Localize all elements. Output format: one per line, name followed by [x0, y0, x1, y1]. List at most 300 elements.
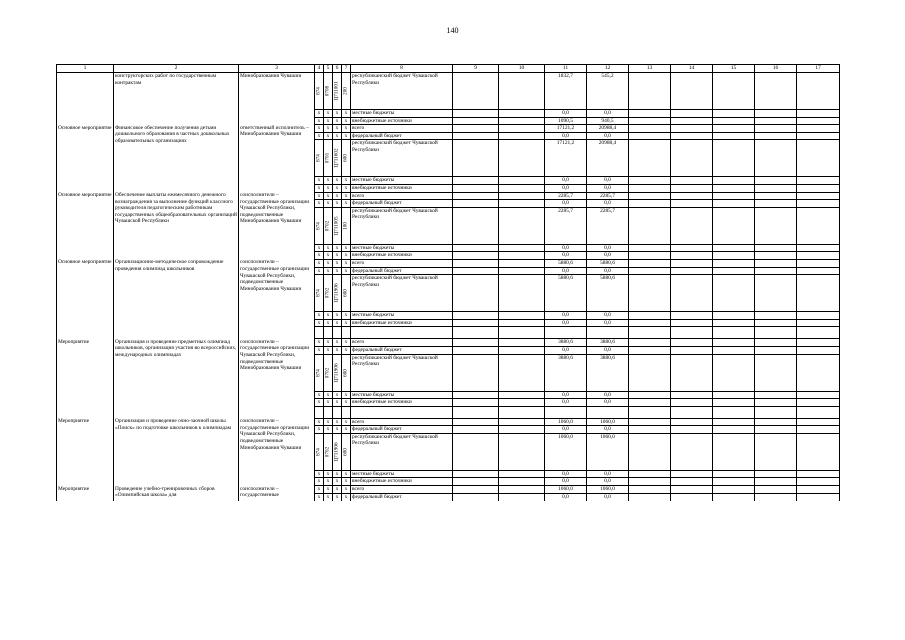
- code-mark: x: [333, 184, 342, 192]
- cell-col9: [453, 433, 499, 470]
- code-mark: x: [342, 132, 351, 140]
- value-col11: 0,0: [545, 399, 587, 407]
- code-mark: x: [333, 312, 342, 320]
- table-row: [57, 259, 840, 267]
- cell-col9: [453, 177, 499, 185]
- cell-col17: [797, 207, 840, 244]
- cell-col17: [797, 244, 840, 252]
- cell-col14: [671, 192, 713, 200]
- cell-col17: [797, 312, 840, 320]
- code-mark: x: [333, 200, 342, 208]
- code-mark: x: [333, 493, 342, 500]
- cell-col14: [671, 200, 713, 208]
- cell-col14: [671, 125, 713, 133]
- cell-col13: [629, 184, 671, 192]
- value-col12: 20988,4: [587, 140, 629, 177]
- cell-col13: [629, 73, 671, 110]
- cell-col15: [713, 117, 755, 125]
- cell-col17: [797, 192, 840, 200]
- value-col11: 0,0: [545, 132, 587, 140]
- value-col11: 1060,0: [545, 486, 587, 494]
- cell-col16: [755, 275, 797, 312]
- code-mark: x: [324, 200, 333, 208]
- table-row: [57, 339, 840, 347]
- code-mark: x: [315, 192, 324, 200]
- code-mark: x: [342, 200, 351, 208]
- budget-code: [315, 275, 324, 312]
- cell-col14: [671, 267, 713, 275]
- cell-col10: [499, 426, 545, 434]
- code-mark: x: [324, 339, 333, 347]
- cell-col13: [629, 493, 671, 500]
- value-col11: 5880,6: [545, 259, 587, 267]
- value-col11: 0,0: [545, 200, 587, 208]
- value-col12: 0,0: [587, 177, 629, 185]
- cell-col10: [499, 244, 545, 252]
- cell-col9: [453, 117, 499, 125]
- column-header: 4: [315, 65, 324, 73]
- column-header: 6: [333, 65, 342, 73]
- code-mark: x: [333, 267, 342, 275]
- funding-source: всего: [351, 192, 453, 200]
- code-mark: x: [315, 200, 324, 208]
- funding-source: местные бюджеты: [351, 470, 453, 478]
- code-mark: x: [342, 346, 351, 354]
- code-mark: x: [342, 319, 351, 327]
- table-row: [57, 73, 840, 110]
- cell-col16: [755, 312, 797, 320]
- spacer-cell: [671, 406, 713, 418]
- value-col12: 940,5: [587, 117, 629, 125]
- cell-col13: [629, 267, 671, 275]
- code-mark: x: [324, 244, 333, 252]
- value-col11: 1832,7: [545, 73, 587, 110]
- code-mark: x: [315, 125, 324, 133]
- value-col12: 0,0: [587, 132, 629, 140]
- budget-code: [324, 354, 333, 391]
- cell-col13: [629, 244, 671, 252]
- budget-code-text: 874: [315, 368, 322, 377]
- cell-col10: [499, 339, 545, 347]
- cell-col10: [499, 73, 545, 110]
- cell-col14: [671, 426, 713, 434]
- cell-col10: [499, 140, 545, 177]
- cell-col9: [453, 110, 499, 118]
- column-header: 15: [713, 65, 755, 73]
- cell-col16: [755, 184, 797, 192]
- spacer-cell: [797, 327, 840, 339]
- code-mark: x: [324, 312, 333, 320]
- code-mark: x: [342, 493, 351, 500]
- budget-code-text: 600: [342, 154, 349, 163]
- cell-col9: [453, 346, 499, 354]
- spacer-cell: [671, 327, 713, 339]
- cell-col15: [713, 478, 755, 486]
- value-col11: 0,0: [545, 252, 587, 260]
- budget-code: [324, 433, 333, 470]
- spacer-cell: [114, 327, 239, 339]
- spacer-cell: [755, 406, 797, 418]
- spacer-cell: [713, 406, 755, 418]
- budget-code: [342, 140, 351, 177]
- code-mark: x: [315, 132, 324, 140]
- cell-col15: [713, 192, 755, 200]
- code-mark: x: [315, 252, 324, 260]
- cell-col14: [671, 346, 713, 354]
- cell-col14: [671, 493, 713, 500]
- cell-col16: [755, 244, 797, 252]
- code-mark: x: [315, 184, 324, 192]
- cell-col13: [629, 312, 671, 320]
- budget-code-text: 0708: [324, 85, 331, 97]
- cell-col13: [629, 418, 671, 426]
- value-col11: 0,0: [545, 267, 587, 275]
- code-mark: x: [342, 252, 351, 260]
- value-col12: 0,0: [587, 267, 629, 275]
- value-col12: 0,0: [587, 478, 629, 486]
- cell-col14: [671, 244, 713, 252]
- spacer-cell: [114, 406, 239, 418]
- cell-col17: [797, 493, 840, 500]
- block-spacer: [57, 406, 840, 418]
- cell-col9: [453, 493, 499, 500]
- funding-source: внебюджетные источники: [351, 252, 453, 260]
- cell-col14: [671, 73, 713, 110]
- spacer-cell: [755, 327, 797, 339]
- event-type: Основное мероприятие: [57, 125, 114, 192]
- code-mark: x: [342, 184, 351, 192]
- value-col12: 5880,6: [587, 275, 629, 312]
- code-mark: x: [333, 478, 342, 486]
- value-col12: 0,0: [587, 391, 629, 399]
- cell-col13: [629, 478, 671, 486]
- cell-col14: [671, 132, 713, 140]
- funding-source: республиканский бюджет Чувашской Республики: [351, 433, 453, 470]
- cell-col13: [629, 252, 671, 260]
- code-mark: x: [324, 184, 333, 192]
- cell-col17: [797, 478, 840, 486]
- code-mark: x: [324, 418, 333, 426]
- code-mark: x: [324, 252, 333, 260]
- code-mark: x: [342, 478, 351, 486]
- cell-col17: [797, 399, 840, 407]
- cell-col9: [453, 140, 499, 177]
- cell-col9: [453, 354, 499, 391]
- cell-col15: [713, 319, 755, 327]
- value-col12: 545,2: [587, 73, 629, 110]
- value-col11: 1060,0: [545, 418, 587, 426]
- spacer-cell: [324, 327, 333, 339]
- spacer-cell: [545, 406, 587, 418]
- cell-col10: [499, 125, 545, 133]
- budget-code-text: 0702: [324, 367, 331, 378]
- cell-col15: [713, 391, 755, 399]
- cell-col16: [755, 192, 797, 200]
- code-mark: x: [315, 244, 324, 252]
- table-row: [57, 192, 840, 200]
- cell-col16: [755, 493, 797, 500]
- spacer-cell: [315, 406, 324, 418]
- cell-col17: [797, 426, 840, 434]
- column-header: 11: [545, 65, 587, 73]
- executor: Минобразования Чувашии: [239, 73, 315, 125]
- cell-col17: [797, 132, 840, 140]
- executor: соисполнители – государственные организации Чувашской Республики, подведомственные Минобразования Чувашии: [239, 192, 315, 259]
- cell-col17: [797, 259, 840, 267]
- cell-col15: [713, 259, 755, 267]
- column-header: 17: [797, 65, 840, 73]
- cell-col9: [453, 267, 499, 275]
- spacer-cell: [351, 327, 453, 339]
- cell-col10: [499, 486, 545, 494]
- value-col11: 17121,2: [545, 140, 587, 177]
- value-col12: 0,0: [587, 399, 629, 407]
- budget-code-text: 600: [342, 289, 349, 298]
- code-mark: x: [342, 312, 351, 320]
- code-mark: x: [324, 493, 333, 500]
- cell-col16: [755, 346, 797, 354]
- value-col12: 0,0: [587, 346, 629, 354]
- executor: соисполнители – государственные организации Чувашской Республики, подведомственные Минобразования Чувашии: [239, 259, 315, 326]
- funding-source: федеральный бюджет: [351, 426, 453, 434]
- column-header: 7: [342, 65, 351, 73]
- event-type: Мероприятие: [57, 486, 114, 501]
- cell-col10: [499, 399, 545, 407]
- code-mark: x: [333, 110, 342, 118]
- code-mark: x: [333, 339, 342, 347]
- cell-col13: [629, 346, 671, 354]
- funding-source: всего: [351, 259, 453, 267]
- value-col12: 3880,6: [587, 339, 629, 347]
- event-name: Проведение учебно-тренировочных сборов «Олимпийская школа» для: [114, 486, 239, 501]
- cell-col14: [671, 259, 713, 267]
- funding-source: внебюджетные источники: [351, 117, 453, 125]
- code-mark: x: [342, 177, 351, 185]
- cell-col9: [453, 275, 499, 312]
- cell-col17: [797, 140, 840, 177]
- cell-col15: [713, 486, 755, 494]
- code-mark: x: [315, 478, 324, 486]
- cell-col16: [755, 339, 797, 347]
- cell-col14: [671, 140, 713, 177]
- budget-code-text: 0701: [324, 153, 331, 164]
- value-col12: 0,0: [587, 319, 629, 327]
- funding-source: всего: [351, 339, 453, 347]
- cell-col9: [453, 470, 499, 478]
- spacer-cell: [499, 406, 545, 418]
- cell-col17: [797, 200, 840, 208]
- value-col11: 0,0: [545, 184, 587, 192]
- cell-col9: [453, 252, 499, 260]
- table-row: [57, 125, 840, 133]
- cell-col17: [797, 184, 840, 192]
- value-col11: 17121,2: [545, 125, 587, 133]
- code-mark: x: [333, 399, 342, 407]
- code-mark: x: [342, 110, 351, 118]
- cell-col14: [671, 339, 713, 347]
- value-col11: 3880,6: [545, 354, 587, 391]
- cell-col15: [713, 140, 755, 177]
- cell-col17: [797, 275, 840, 312]
- budget-code-text: 100: [342, 221, 349, 230]
- code-mark: x: [342, 391, 351, 399]
- code-mark: x: [333, 132, 342, 140]
- cell-col17: [797, 354, 840, 391]
- budget-code-text: Ц711906: [333, 283, 340, 303]
- spacer-cell: [797, 406, 840, 418]
- spacer-cell: [629, 327, 671, 339]
- cell-col13: [629, 486, 671, 494]
- cell-col17: [797, 177, 840, 185]
- cell-col16: [755, 433, 797, 470]
- cell-col17: [797, 319, 840, 327]
- budget-code-text: 0702: [324, 446, 331, 458]
- cell-col15: [713, 200, 755, 208]
- cell-col13: [629, 132, 671, 140]
- cell-col9: [453, 486, 499, 494]
- funding-source: федеральный бюджет: [351, 346, 453, 354]
- cell-col9: [453, 426, 499, 434]
- cell-col10: [499, 346, 545, 354]
- event-type: Основное мероприятие: [57, 192, 114, 259]
- event-type: Мероприятие: [57, 418, 114, 485]
- budget-code: [315, 207, 324, 244]
- cell-col9: [453, 259, 499, 267]
- cell-col10: [499, 117, 545, 125]
- column-header: 3: [239, 65, 315, 73]
- cell-col10: [499, 259, 545, 267]
- cell-col15: [713, 399, 755, 407]
- spacer-cell: [453, 327, 499, 339]
- code-mark: x: [315, 418, 324, 426]
- cell-col13: [629, 200, 671, 208]
- cell-col13: [629, 426, 671, 434]
- cell-col14: [671, 399, 713, 407]
- funding-source: республиканский бюджет Чувашской Республики: [351, 73, 453, 110]
- cell-col10: [499, 192, 545, 200]
- cell-col10: [499, 200, 545, 208]
- budget-code: [324, 207, 333, 244]
- funding-source: местные бюджеты: [351, 177, 453, 185]
- code-mark: x: [333, 319, 342, 327]
- value-col12: 0,0: [587, 252, 629, 260]
- value-col12: 0,0: [587, 244, 629, 252]
- spacer-cell: [333, 327, 342, 339]
- cell-col15: [713, 493, 755, 500]
- spacer-cell: [324, 406, 333, 418]
- budget-code-text: 874: [315, 221, 322, 230]
- budget-code-text: 600: [342, 447, 349, 456]
- value-col11: 5880,6: [545, 275, 587, 312]
- code-mark: x: [324, 470, 333, 478]
- spacer-cell: [713, 327, 755, 339]
- spacer-cell: [57, 406, 114, 418]
- cell-col17: [797, 267, 840, 275]
- value-col11: 0,0: [545, 319, 587, 327]
- cell-col10: [499, 110, 545, 118]
- spacer-cell: [315, 327, 324, 339]
- code-mark: x: [315, 391, 324, 399]
- value-col12: 0,0: [587, 110, 629, 118]
- budget-table: [56, 64, 840, 501]
- code-mark: x: [324, 110, 333, 118]
- cell-col13: [629, 339, 671, 347]
- funding-source: всего: [351, 486, 453, 494]
- code-mark: x: [342, 244, 351, 252]
- cell-col15: [713, 207, 755, 244]
- cell-col15: [713, 433, 755, 470]
- cell-col15: [713, 252, 755, 260]
- cell-col9: [453, 132, 499, 140]
- code-mark: x: [324, 192, 333, 200]
- budget-code-text: 874: [315, 87, 322, 95]
- cell-col9: [453, 391, 499, 399]
- value-col12: 2285,7: [587, 192, 629, 200]
- cell-col15: [713, 73, 755, 110]
- cell-col14: [671, 275, 713, 312]
- funding-source: федеральный бюджет: [351, 132, 453, 140]
- spacer-cell: [57, 327, 114, 339]
- column-header: 2: [114, 65, 239, 73]
- cell-col13: [629, 259, 671, 267]
- column-header: 14: [671, 65, 713, 73]
- budget-code: [342, 275, 351, 312]
- event-type: [57, 73, 114, 125]
- code-mark: x: [315, 399, 324, 407]
- page-number: 140: [446, 26, 459, 35]
- cell-col14: [671, 478, 713, 486]
- cell-col13: [629, 192, 671, 200]
- cell-col15: [713, 354, 755, 391]
- cell-col13: [629, 433, 671, 470]
- executor: ответственный исполнитель – Минобразования Чувашии: [239, 125, 315, 192]
- budget-code: [324, 275, 333, 312]
- column-header: 8: [351, 65, 453, 73]
- code-mark: x: [342, 418, 351, 426]
- code-mark: x: [324, 426, 333, 434]
- cell-col15: [713, 426, 755, 434]
- executor: соисполнители – государственные организации Чувашской Республики, подведомственные Минобразования Чувашии: [239, 418, 315, 485]
- code-mark: x: [324, 486, 333, 494]
- funding-source: внебюджетные источники: [351, 399, 453, 407]
- column-header: 13: [629, 65, 671, 73]
- value-col11: 0,0: [545, 177, 587, 185]
- funding-source: федеральный бюджет: [351, 267, 453, 275]
- code-mark: x: [342, 192, 351, 200]
- value-col11: 0,0: [545, 493, 587, 500]
- cell-col15: [713, 346, 755, 354]
- code-mark: x: [333, 259, 342, 267]
- value-col11: 0,0: [545, 391, 587, 399]
- cell-col16: [755, 478, 797, 486]
- budget-code: [333, 433, 342, 470]
- cell-col16: [755, 110, 797, 118]
- cell-col10: [499, 267, 545, 275]
- budget-code: [324, 73, 333, 110]
- budget-code-text: 200: [342, 87, 349, 95]
- value-col12: 0,0: [587, 493, 629, 500]
- cell-col14: [671, 354, 713, 391]
- cell-col16: [755, 117, 797, 125]
- cell-col15: [713, 312, 755, 320]
- value-col12: 0,0: [587, 312, 629, 320]
- value-col11: 2285,7: [545, 192, 587, 200]
- budget-code-text: 0702: [324, 287, 331, 299]
- column-header: 9: [453, 65, 499, 73]
- code-mark: x: [333, 418, 342, 426]
- column-header: 16: [755, 65, 797, 73]
- cell-col14: [671, 110, 713, 118]
